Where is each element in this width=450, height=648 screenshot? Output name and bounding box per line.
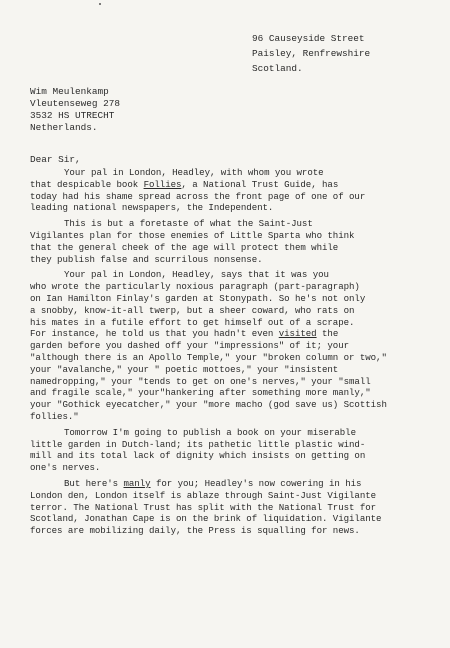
body-line: who wrote the particularly noxious paragraph (part-paragraph) xyxy=(30,281,360,293)
body-line-text: for you; Headley's now cowering in his xyxy=(150,477,362,489)
underlined-word: Follies xyxy=(143,178,182,190)
body-line: garden before you dashed off your "impressions" of it; your xyxy=(30,340,350,352)
body-line: mill and its total lack of dignity which insists on getting on xyxy=(30,450,366,462)
body-line: This is but a foretaste of what the Saint-Just xyxy=(64,218,313,230)
body-line: one's nerves. xyxy=(30,462,101,474)
letter-body xyxy=(30,167,450,537)
body-line: Scotland, Jonathan Cape is on the brink of liquidation. Vigilante xyxy=(30,513,382,525)
underlined-word: visited xyxy=(278,328,317,340)
recipient-address-line: Wim Meulenkamp xyxy=(30,86,109,97)
body-line: and fragile scale," your"hankering after something more manly," xyxy=(30,387,371,399)
body-line xyxy=(30,328,450,340)
body-line: they publish false and scurrilous nonsense. xyxy=(30,253,263,265)
body-line xyxy=(30,179,450,191)
body-line xyxy=(30,478,450,490)
body-line: on Ian Hamilton Finlay's garden at Stonypath. So he's not only xyxy=(30,292,366,304)
body-line-text: the xyxy=(316,328,339,340)
body-line-text: , a National Trust Guide, has xyxy=(181,178,339,190)
body-line-text: For instance, he told us that you hadn't even xyxy=(30,328,279,340)
sender-address-line: 96 Causeyside Street xyxy=(252,33,365,44)
body-line: little garden in Dutch-land; its pathetic little plastic wind- xyxy=(30,438,366,450)
body-line: "although there is an Apollo Temple," your "broken column or two," xyxy=(30,351,387,363)
recipient-address-line: Netherlands. xyxy=(30,122,98,133)
body-line: his mates in a futile effort to get himself out of a scrape. xyxy=(30,316,355,328)
body-line: terror. The National Trust has split with the National Trust for xyxy=(30,501,377,513)
body-line-text: that despicable book xyxy=(30,178,144,190)
body-line: namedropping," your "tends to get on one's nerves," your "small xyxy=(30,375,371,387)
body-line: your "avalanche," your " poetic mottoes," your "insistent xyxy=(30,363,339,375)
underlined-word: manly xyxy=(123,477,151,489)
sender-address-line: Scotland. xyxy=(252,63,303,74)
body-line: London den, London itself is ablaze through Saint-Just Vigilante xyxy=(30,489,377,501)
body-line: that the general cheek of the age will protect them while xyxy=(30,241,339,253)
body-line: Tomorrow I'm going to publish a book on your miserable xyxy=(64,426,356,438)
body-line: today had his shame spread across the front page of one of our xyxy=(30,190,366,202)
ink-speck xyxy=(99,3,101,5)
body-line: forces are mobilizing daily, the Press is squalling for news. xyxy=(30,525,360,537)
body-line: Your pal in London, Headley, with whom you wrote xyxy=(64,167,324,178)
body-line: your "Gothick eyecatcher," your "more macho (god save us) Scottish xyxy=(30,399,387,411)
body-line: follies." xyxy=(30,410,79,422)
body-line: a snobby, know-it-all twerp, but a sheer coward, who rats on xyxy=(30,304,355,316)
salutation: Dear Sir, xyxy=(30,154,81,165)
body-line: Your pal in London, Headley, says that it was you xyxy=(64,269,329,281)
body-line: leading national newspapers, the Independent. xyxy=(30,202,274,214)
sender-address-line: Paisley, Renfrewshire xyxy=(252,48,371,59)
recipient-address-line: Vleutenseweg 278 xyxy=(30,98,121,109)
recipient-address-line: 3532 HS UTRECHT xyxy=(30,110,115,121)
body-line: Vigilantes plan for those enemies of Little Sparta who think xyxy=(30,229,355,241)
body-line-text: But here's xyxy=(64,477,124,489)
